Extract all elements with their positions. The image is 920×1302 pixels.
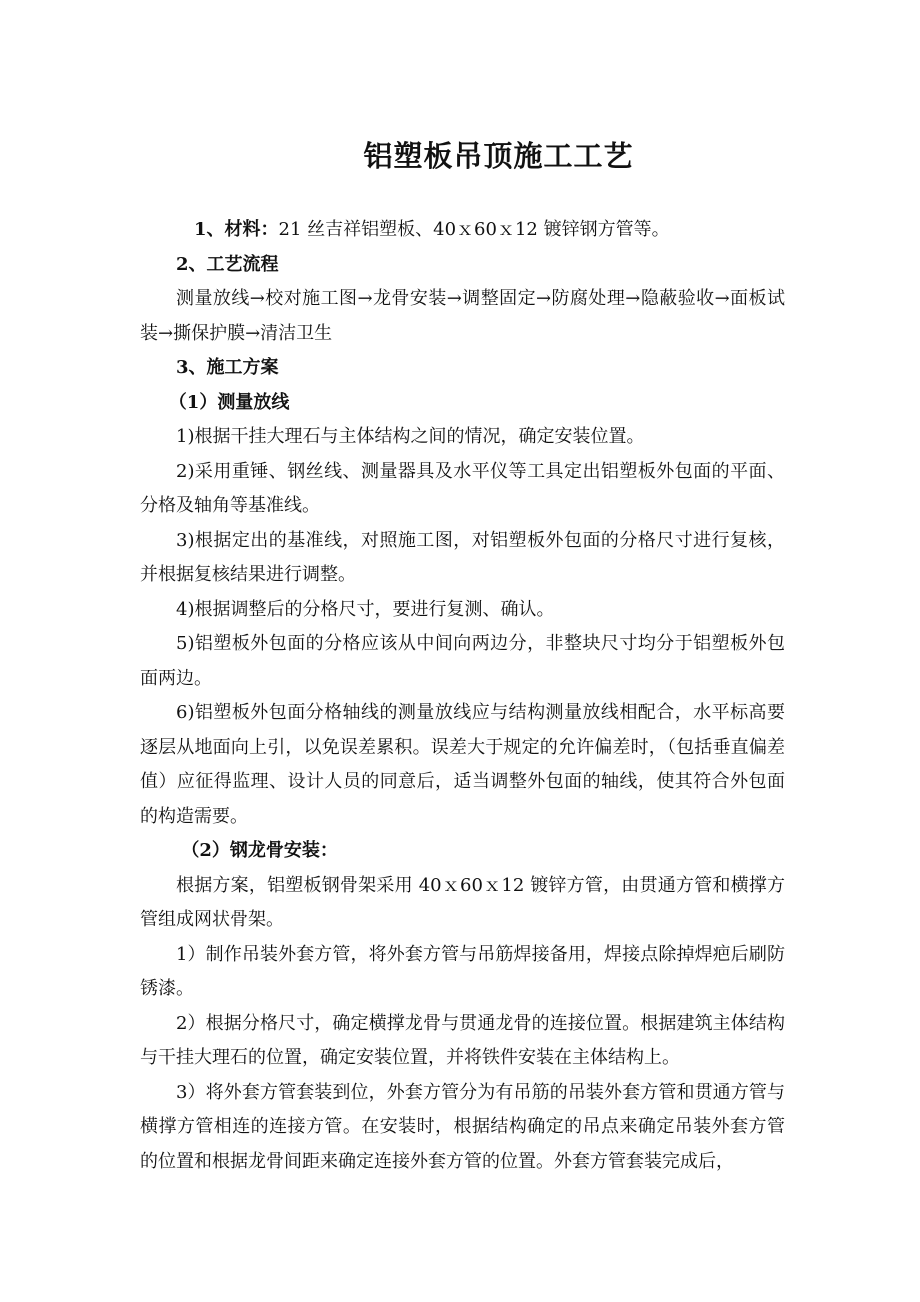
subsection-2-heading: （2）钢龙骨安装： (181, 840, 338, 861)
subsection-1-item: 3)根据定出的基准线，对照施工图，对铝塑板外包面的分格尺寸进行复核，并根据复核结果进行调整。 (140, 529, 785, 585)
subsection-1-item: 1)根据干挂大理石与主体结构之间的情况，确定安装位置。 (176, 426, 645, 447)
section-2-process-flow: 测量放线→校对施工图→龙骨安装→调整固定→防腐处理→隐蔽验收→面板试装→撕保护膜→清洁卫生 (140, 288, 785, 344)
subsection-1-item: 6)铝塑板外包面分格轴线的测量放线应与结构测量放线相配合，水平标高要逐层从地面向上引，以免误差累积。误差大于规定的允许偏差时，（包括垂直偏差值）应征得监理、设计人员的同意后，适当调整外包面的轴线，使其符合外包面的构造需要。 (140, 702, 785, 827)
subsection-2-item: 1）制作吊装外套方管，将外套方管与吊筋焊接备用，焊接点除掉焊疤后刷防锈漆。 (140, 943, 785, 999)
subsection-2-item: 2）根据分格尺寸，确定横撑龙骨与贯通龙骨的连接位置。根据建筑主体结构与干挂大理石的位置，确定安装位置，并将铁件安装在主体结构上。 (140, 1012, 785, 1068)
subsection-2-item: 3）将外套方管套装到位，外套方管分为有吊筋的吊装外套方管和贯通方管与横撑方管相连的连接方管。在安装时，根据结构确定的吊点来确定吊装外套方管的位置和根据龙骨间距来确定连接外套方管的位置。外套方管套装完成后， (140, 1081, 785, 1172)
subsection-2-intro: 根据方案，铝塑板钢骨架采用 40ｘ60ｘ12 镀锌方管，由贯通方管和横撑方管组成网状骨架。 (140, 874, 785, 930)
section-1-materials (140, 213, 785, 248)
subsection-1-item: 5)铝塑板外包面的分格应该从中间向两边分，非整块尺寸均分于铝塑板外包面两边。 (140, 633, 785, 689)
subsection-1-heading: （1）测量放线 (168, 391, 290, 413)
subsection-1-item: 2)采用重锤、钢丝线、测量器具及水平仪等工具定出铝塑板外包面的平面、分格及轴角等基准线。 (140, 460, 785, 516)
section-2-heading: 2、工艺流程 (176, 253, 279, 275)
subsection-1-item: 4)根据调整后的分格尺寸，要进行复测、确认。 (176, 598, 555, 620)
document-title: 铝塑板吊顶施工工艺 (363, 139, 634, 173)
document-body (140, 213, 785, 1179)
section-3-heading: 3、施工方案 (176, 357, 279, 378)
section-1-text: 21 丝吉祥铝塑板、40ｘ60ｘ12 镀锌钢方管等。 (278, 219, 670, 240)
section-1-label: 1、材料： (194, 219, 279, 240)
